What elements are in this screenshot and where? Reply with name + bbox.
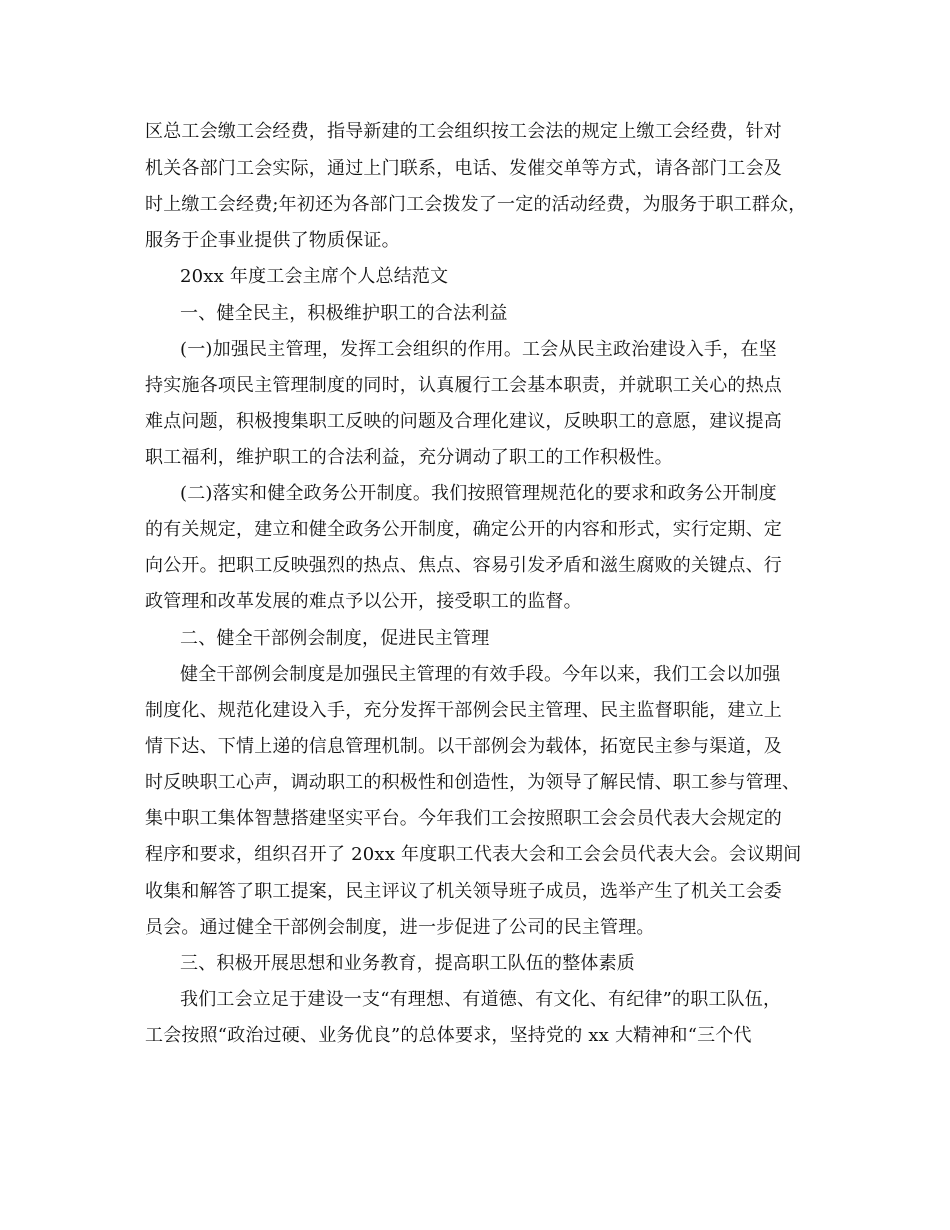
body-line: 服务于企事业提供了物质保证。 xyxy=(145,230,400,251)
body-line: 员会。通过健全干部例会制度，进一步促进了公司的民主管理。 xyxy=(145,917,655,938)
body-line: 机关各部门工会实际，通过上门联系，电话、发催交单等方式，请各部门工会及 xyxy=(145,158,782,179)
body-line: (一)加强民主管理，发挥工会组织的作用。工会从民主政治建设入手，在坚 xyxy=(180,339,777,360)
body-line: 收集和解答了职工提案，民主评议了机关领导班子成员，选举产生了机关工会委 xyxy=(145,881,782,902)
body-line: 区总工会缴工会经费，指导新建的工会组织按工会法的规定上缴工会经费，针对 xyxy=(145,121,782,142)
body-line: 时反映职工心声，调动职工的积极性和创造性，为领导了解民情、职工参与管理、 xyxy=(145,772,801,793)
body-line: 职工福利，维护职工的合法利益，充分调动了职工的工作积极性。 xyxy=(145,447,673,468)
body-line: (二)落实和健全政务公开制度。我们按照管理规范化的要求和政务公开制度 xyxy=(180,483,777,504)
body-line: 程序和要求，组织召开了 20xx 年度职工代表大会和工会会员代表大会。会议期间 xyxy=(145,844,802,865)
body-line: 我们工会立足于建设一支“有理想、有道德、有文化、有纪律”的职工队伍， xyxy=(180,989,782,1010)
body-line: 政管理和改革发展的难点予以公开，接受职工的监督。 xyxy=(145,591,582,612)
body-line: 健全干部例会制度是加强民主管理的有效手段。今年以来，我们工会以加强 xyxy=(180,664,781,685)
body-line: 的有关规定，建立和健全政务公开制度，确定公开的内容和形式，实行定期、定 xyxy=(145,519,782,540)
body-line: 集中职工集体智慧搭建坚实平台。今年我们工会按照职工会会员代表大会规定的 xyxy=(145,808,782,829)
body-line: 向公开。把职工反映强烈的热点、焦点、容易引发矛盾和滋生腐败的关键点、行 xyxy=(145,555,782,576)
section-heading: 二、健全干部例会制度，促进民主管理 xyxy=(180,628,490,649)
body-line: 持实施各项民主管理制度的同时，认真履行工会基本职责，并就职工关心的热点 xyxy=(145,375,782,396)
body-line: 工会按照“政治过硬、业务优良”的总体要求，坚持党的 xx 大精神和“三个代 xyxy=(145,1025,752,1046)
body-line: 时上缴工会经费;年初还为各部门工会拨发了一定的活动经费，为服务于职工群众， xyxy=(145,194,807,215)
body-line: 制度化、规范化建设入手，充分发挥干部例会民主管理、民主监督职能，建立上 xyxy=(145,700,782,721)
body-line: 情下达、下情上递的信息管理机制。以干部例会为载体，拓宽民主参与渠道，及 xyxy=(145,736,782,757)
section-heading: 三、积极开展思想和业务教育，提高职工队伍的整体素质 xyxy=(180,953,635,974)
section-heading: 一、健全民主，积极维护职工的合法利益 xyxy=(180,303,508,324)
document-title: 20xx 年度工会主席个人总结范文 xyxy=(180,266,449,287)
body-line: 难点问题，积极搜集职工反映的问题及合理化建议，反映职工的意愿，建议提高 xyxy=(145,411,782,432)
